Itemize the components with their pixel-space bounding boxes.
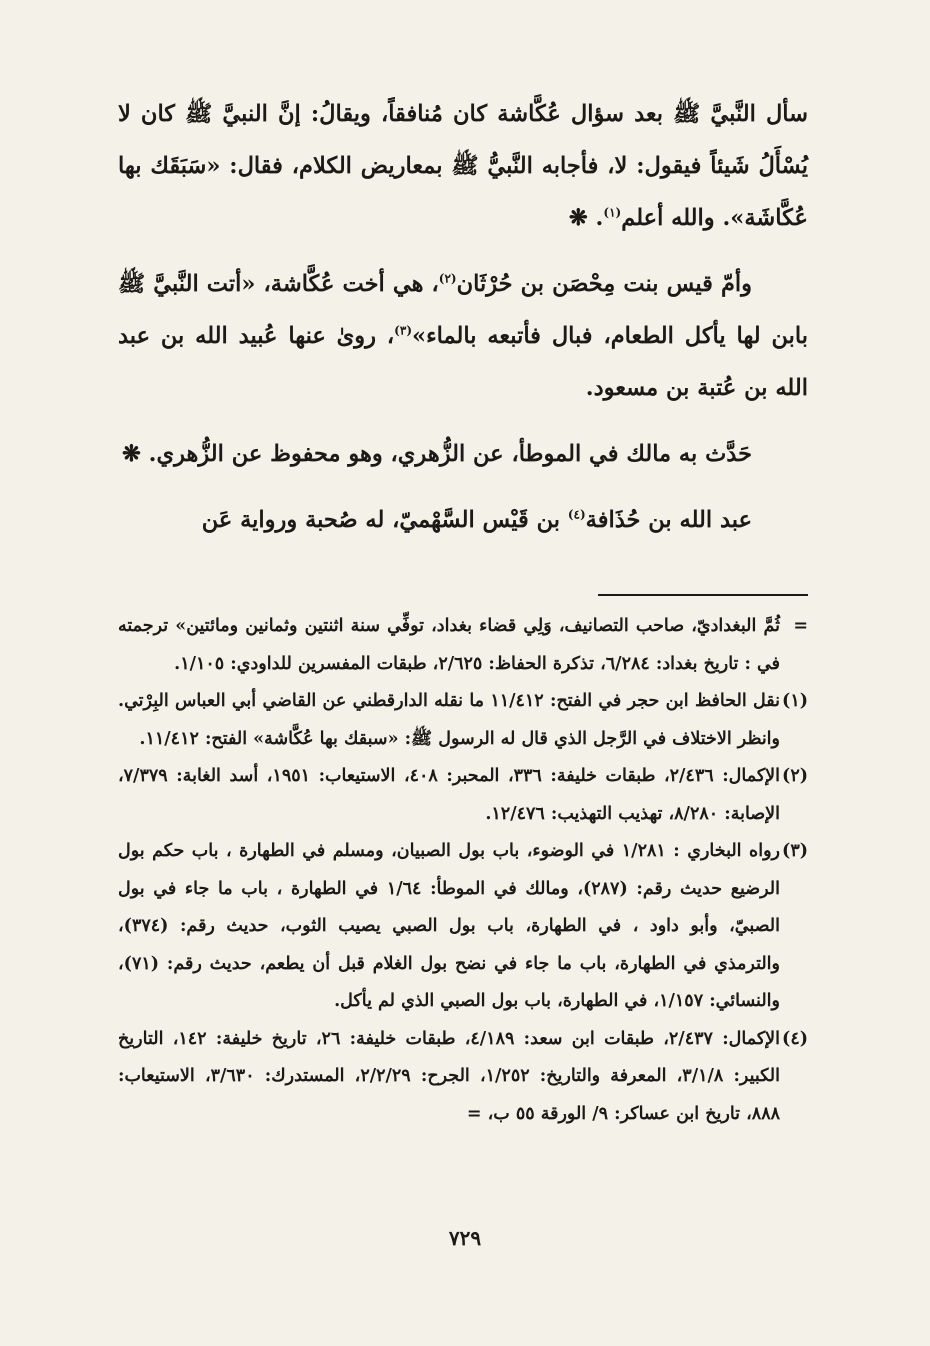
footnote-marker: (٢) xyxy=(782,766,808,786)
footnote-2 xyxy=(118,758,808,833)
page-number: ٧٢٩ xyxy=(448,1226,482,1250)
footnote-continued xyxy=(118,608,808,683)
footnote-text: ثُمَّ البغداديّ، صاحب التصانيف، وَلِي قضاء بغداد، توفِّي سنة اثنتين وثمانين ومائتين» ترجمته في : تاريخ بغداد: ٦/٢٨٤، تذكرة الحفاظ: ٢/٦٢٥، طبقات المفسرين للداودي: ١/١٠٥. xyxy=(118,616,780,674)
footnote-4 xyxy=(118,1021,808,1134)
footnote-text: الإكمال: ٢/٤٣٧، طبقات ابن سعد: ٤/١٨٩، طبقات خليفة: ٢٦، تاريخ خليفة: ١٤٢، التاريخ الكبير: ٣/١/٨، المعرفة والتاريخ: ١/٢٥٢، الجرح: ٢/٢/٢٩، المستدرك: ٣/٦٣٠، الاستيعاب: ٨٨٨، تاريخ ابن عساكر: ٩/ الورقة ٥٥ ب، = xyxy=(118,1028,781,1124)
paragraph-4: عبد الله بن حُذَافة$^{(٤)}$ بن قَيْس السَّهْميّ، له صُحبة ورواية عَن xyxy=(201,507,752,533)
footnote-text: نقل الحافظ ابن حجر في الفتح: ١١/٤١٢ ما نقله الدارقطني عن القاضي أبي العباس البِرْتي. وانظر الاختلاف في الرَّجل الذي قال له الرسول ﷺ: «سبقك بها عُكَّاشة» الفتح: ١١/٤١٢. xyxy=(118,691,780,749)
footnote-ref[interactable]: (٢) xyxy=(438,271,457,286)
footnote-marker: (١) xyxy=(782,691,808,711)
footnote-ref[interactable]: (٣) xyxy=(394,323,412,338)
main-text xyxy=(118,88,808,546)
paragraph-3: حَدَّث به مالك في الموطأ، عن الزُّهري، وهو محفوظ عن الزُّهري. ❋ xyxy=(121,441,752,467)
footnote-ref[interactable]: (١) xyxy=(603,205,622,220)
paragraph-2: وأمّ قيس بنت مِحْصَن بن حُرْثَان$^{(٢)}$، هي أخت عُكَّاشة، «أتت النَّبيَّ ﷺ بابن لها يأكل الطعام، فبال فأتبعه بالماء»$^{(٣)}$، روىٰ عنها عُبيد الله بن عبد الله بن عُتبة بن مسعود. xyxy=(118,271,808,401)
paragraph-1: سأل النَّبيَّ ﷺ بعد سؤال عُكَّاشة كان مُنافقاً، ويقالُ: إنَّ النبيَّ ﷺ كان لا يُسْأَلُ شَيئاً فيقول: لا، فأجابه النَّبيُّ ﷺ بمعاريض الكلام، فقال: «سَبَقَك بها عُكَّاشَة». والله أعلم$^{(١)}$. ❋ xyxy=(118,101,808,231)
footnote-marker: = xyxy=(793,616,808,636)
footnote-1 xyxy=(118,683,808,758)
footnote-separator-wrap xyxy=(118,560,808,608)
footnote-marker: (٣) xyxy=(782,841,808,861)
footnotes xyxy=(118,608,808,1133)
footnote-ref[interactable]: (٤) xyxy=(567,507,586,522)
footnote-3 xyxy=(118,833,808,1021)
footnote-text: رواه البخاري : ١/٢٨١ في الوضوء، باب بول الصبيان، ومسلم في الطهارة ، باب حكم بول الرضيع حديث رقم: (٢٨٧)، ومالك في الموطأ: ١/٦٤ في الطهارة ، باب ما جاء في بول الصبيّ، وأبو داود ، في الطهارة، باب بول الصبي يصيب الثوب، حديث رقم: (٣٧٤)، والترمذي في الطهارة، باب ما جاء في نضح بول الغلام قبل أن يطعم، حديث رقم: (٧١)، والنسائي: ١/١٥٧، في الطهارة، باب بول الصبي الذي لم يأكل. xyxy=(118,841,781,1011)
footnote-marker: (٤) xyxy=(782,1028,808,1049)
footnote-text: الإكمال: ٢/٤٣٦، طبقات خليفة: ٣٣٦، المحبر: ٤٠٨، الاستيعاب: ١٩٥١، أسد الغابة: ٧/٣٧٩، الإصابة: ٨/٢٨٠، تهذيب التهذيب: ١٢/٤٧٦. xyxy=(118,766,781,824)
footnote-separator xyxy=(598,594,808,596)
